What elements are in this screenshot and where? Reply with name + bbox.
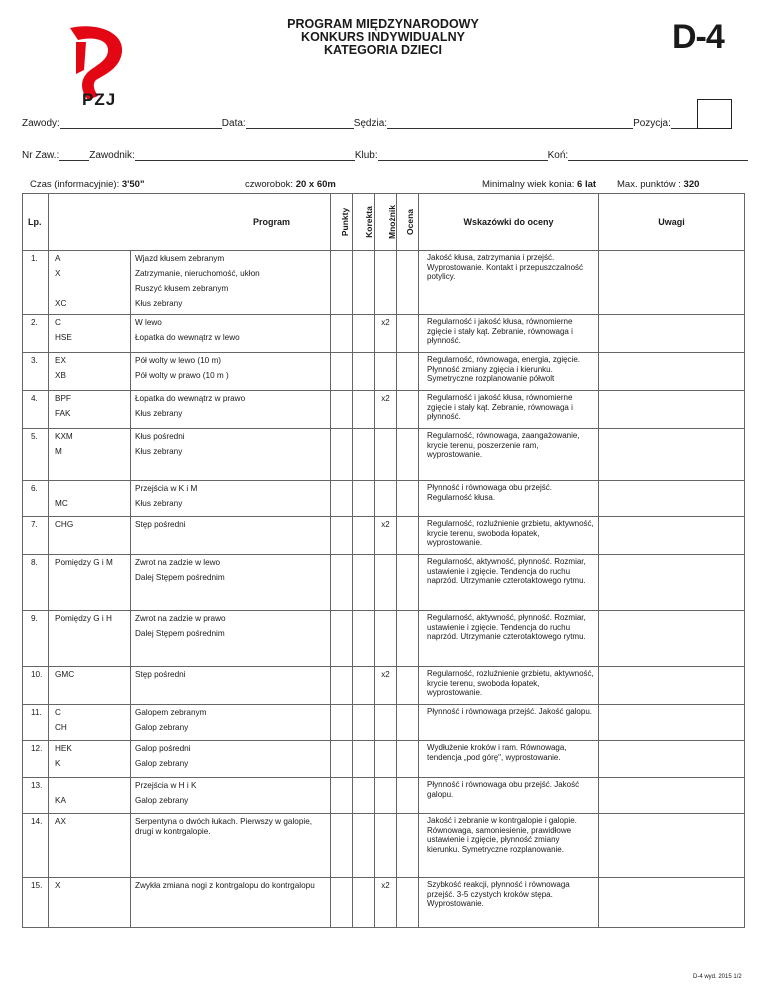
row-moves: [49, 391, 131, 429]
move-letter: XB: [55, 371, 66, 380]
score-ocena[interactable]: [397, 611, 419, 667]
row-remarks[interactable]: [599, 517, 745, 555]
score-punkty[interactable]: [331, 741, 353, 778]
form-row-1: [22, 118, 707, 129]
move-letter: M: [55, 447, 62, 456]
arena-info: [245, 179, 336, 190]
kon-label: Koń:: [547, 150, 569, 161]
czas-label: Czas (informacyjnie):: [30, 179, 120, 190]
program-text: Kłus zebrany: [135, 409, 183, 418]
row-moves: [49, 481, 131, 517]
program-text: Wjazd kłusem zebranym: [135, 254, 225, 263]
table-row: [23, 878, 745, 928]
sedzia-field[interactable]: [387, 118, 633, 129]
score-mnoznik: [375, 251, 397, 315]
header-punkty: Punkty: [331, 194, 353, 251]
row-moves: [49, 741, 131, 778]
row-remarks[interactable]: [599, 315, 745, 353]
move-letter: CH: [55, 723, 67, 732]
row-number: 12.: [23, 741, 49, 778]
czworobok-label: czworobok:: [245, 179, 294, 190]
score-mnoznik: [375, 429, 397, 481]
score-punkty[interactable]: [331, 353, 353, 391]
header-ocena: Ocena: [397, 194, 419, 251]
row-hint: Regularność i jakość kłusa, równomierne zgięcie i stały kąt. Zebranie, równowaga i płynność.: [419, 315, 599, 353]
score-punkty[interactable]: [331, 611, 353, 667]
row-number: 2.: [23, 315, 49, 353]
score-ocena[interactable]: [397, 814, 419, 878]
score-punkty[interactable]: [331, 429, 353, 481]
row-program: [131, 251, 331, 315]
score-ocena[interactable]: [397, 705, 419, 741]
score-ocena[interactable]: [397, 429, 419, 481]
move-letter: Pomiędzy G i H: [55, 614, 112, 623]
kon-field[interactable]: [568, 150, 748, 161]
row-program: [131, 429, 331, 481]
program-text: Kłus zebrany: [135, 447, 183, 456]
title-line: KATEGORIA DZIECI: [323, 43, 443, 57]
title-line: KONKURS INDYWIDUALNY: [301, 30, 465, 44]
program-text: Ruszyć kłusem zebranym: [135, 284, 229, 293]
row-hint: Płynność i równowaga przejść. Jakość galopu.: [419, 705, 599, 741]
pozycja-label: Pozycja:: [633, 118, 671, 129]
row-remarks[interactable]: [599, 878, 745, 928]
age-info: [482, 179, 596, 190]
row-program: [131, 391, 331, 429]
program-text: Kłus pośredni: [135, 432, 185, 441]
row-program: [131, 814, 331, 878]
klub-field[interactable]: [378, 150, 548, 161]
table-row: [23, 814, 745, 878]
row-number: 13.: [23, 778, 49, 814]
score-ocena[interactable]: [397, 481, 419, 517]
move-letter: BPF: [55, 394, 71, 403]
row-moves: [49, 517, 131, 555]
zawodnik-field[interactable]: [135, 150, 355, 161]
row-program: [131, 741, 331, 778]
move-letter: X: [55, 881, 61, 890]
move-letter: KA: [55, 796, 66, 805]
move-letter: [55, 781, 130, 796]
score-ocena[interactable]: [397, 517, 419, 555]
score-table: [22, 193, 745, 928]
program-text: Serpentyna o dwóch łukach. Pierwszy w galopie, drugi w kontrgalopie.: [135, 817, 313, 836]
row-program: [131, 517, 331, 555]
score-korekta[interactable]: [353, 481, 375, 517]
table-row: [23, 705, 745, 741]
row-hint: Jakość kłusa, zatrzymania i przejść. Wyprostowanie. Kontakt i przepuszczalność potylicy.: [419, 251, 599, 315]
row-moves: [49, 667, 131, 705]
score-ocena[interactable]: [397, 315, 419, 353]
move-letter: Pomiędzy G i M: [55, 558, 113, 567]
row-program: [131, 878, 331, 928]
score-punkty[interactable]: [331, 778, 353, 814]
program-text: Galopem zebranym: [135, 708, 207, 717]
data-field[interactable]: [246, 118, 354, 129]
row-program: [131, 353, 331, 391]
score-punkty[interactable]: [331, 391, 353, 429]
move-letter: EX: [55, 356, 66, 365]
move-letter: [55, 484, 130, 499]
score-korekta[interactable]: [353, 878, 375, 928]
score-korekta[interactable]: [353, 778, 375, 814]
program-text: Pół wolty w prawo (10 m ): [135, 371, 229, 380]
row-number: 10.: [23, 667, 49, 705]
move-letter: FAK: [55, 409, 71, 418]
row-hint: Regularność, aktywność, płynność. Rozmiar, ustawienie i zgięcie. Tendencja do ruchu naprzód. Utrzymanie czterotaktowego rytmu.: [419, 611, 599, 667]
row-remarks[interactable]: [599, 481, 745, 517]
score-korekta[interactable]: [353, 251, 375, 315]
score-korekta[interactable]: [353, 814, 375, 878]
move-letter: X: [55, 269, 61, 278]
table-header: [23, 194, 745, 251]
zawodnik-label: Zawodnik:: [89, 150, 135, 161]
score-korekta[interactable]: [353, 517, 375, 555]
row-remarks[interactable]: [599, 251, 745, 315]
footer-note: D-4 wyd. 2015 1/2: [693, 974, 742, 980]
zawody-label: Zawody:: [22, 118, 60, 129]
program-text: Zwrot na zadzie w lewo: [135, 558, 221, 567]
max-info: [617, 179, 699, 190]
program-text: Dalej Stępem pośrednim: [135, 629, 225, 638]
form-row-2: [22, 150, 748, 161]
row-number: 14.: [23, 814, 49, 878]
row-moves: [49, 878, 131, 928]
table-row: [23, 778, 745, 814]
program-text: Stęp pośredni: [135, 520, 186, 529]
row-program: [131, 667, 331, 705]
row-remarks[interactable]: [599, 741, 745, 778]
table-row: [23, 315, 745, 353]
score-mnoznik: [375, 555, 397, 611]
nr-zaw-field[interactable]: [59, 150, 89, 161]
move-letter: XC: [55, 299, 67, 308]
score-korekta[interactable]: [353, 555, 375, 611]
program-text: Łopatka do wewnątrz w prawo: [135, 394, 246, 403]
czas-value: 3'50": [121, 179, 145, 190]
zawody-field[interactable]: [60, 118, 222, 129]
row-moves: [49, 315, 131, 353]
program-text: Zwykła zmiana nogi z kontrgalopu do kontrgalopu: [135, 881, 315, 890]
program-text: Przejścia w K i M: [135, 484, 198, 493]
program-text: Pół wolty w lewo (10 m): [135, 356, 221, 365]
max-value: 320: [683, 179, 700, 190]
row-number: 15.: [23, 878, 49, 928]
header-program: Program: [49, 194, 331, 251]
document-title: [258, 18, 508, 57]
table-row: [23, 555, 745, 611]
move-letter: K: [55, 759, 61, 768]
test-code: D-4: [672, 18, 724, 56]
row-hint: Regularność, rozluźnienie grzbietu, aktywność, krycie terenu, swoboda łopatek, wyprostowanie.: [419, 667, 599, 705]
move-letter: KXM: [55, 432, 73, 441]
data-label: Data:: [221, 118, 246, 129]
score-mnoznik: [375, 705, 397, 741]
row-number: 6.: [23, 481, 49, 517]
program-text: Zwrot na zadzie w prawo: [135, 614, 226, 623]
table-row: [23, 741, 745, 778]
table-row: [23, 391, 745, 429]
move-letter: MC: [55, 499, 68, 508]
score-punkty[interactable]: [331, 878, 353, 928]
program-text: Łopatka do wewnątrz w lewo: [135, 333, 240, 342]
table-row: [23, 353, 745, 391]
row-number: 8.: [23, 555, 49, 611]
program-text: Galop zebrany: [135, 723, 189, 732]
row-hint: Regularność, równowaga, energia, zgięcie. Płynność zmiany zgięcia i kierunku. Symetryczne rozplanowanie półwolt: [419, 353, 599, 391]
score-mnoznik: x2: [375, 315, 397, 353]
score-korekta[interactable]: [353, 429, 375, 481]
move-letter: A: [55, 254, 61, 263]
score-punkty[interactable]: [331, 705, 353, 741]
row-remarks[interactable]: [599, 778, 745, 814]
program-text: Galop zebrany: [135, 796, 189, 805]
score-ocena[interactable]: [397, 353, 419, 391]
row-number: 7.: [23, 517, 49, 555]
table-row: [23, 517, 745, 555]
score-punkty[interactable]: [331, 315, 353, 353]
table-row: [23, 429, 745, 481]
score-punkty[interactable]: [331, 814, 353, 878]
move-letter: HEK: [55, 744, 72, 753]
score-ocena[interactable]: [397, 555, 419, 611]
table-row: [23, 667, 745, 705]
row-hint: Płynność i równowaga obu przejść. Jakość galopu.: [419, 778, 599, 814]
row-number: 1.: [23, 251, 49, 315]
score-mnoznik: x2: [375, 391, 397, 429]
row-remarks[interactable]: [599, 353, 745, 391]
move-letter: CHG: [55, 520, 74, 529]
move-letter: AX: [55, 817, 66, 826]
row-remarks[interactable]: [599, 814, 745, 878]
title-line: PROGRAM MIĘDZYNARODOWY: [287, 17, 479, 31]
score-mnoznik: x2: [375, 878, 397, 928]
pzj-logo: [62, 20, 132, 112]
row-program: [131, 705, 331, 741]
table-row: [23, 481, 745, 517]
score-ocena[interactable]: [397, 778, 419, 814]
program-text: Przejścia w H i K: [135, 781, 197, 790]
score-mnoznik: [375, 481, 397, 517]
row-program: [131, 315, 331, 353]
score-ocena[interactable]: [397, 878, 419, 928]
row-number: 9.: [23, 611, 49, 667]
row-program: [131, 555, 331, 611]
move-letter: C: [55, 708, 61, 717]
row-remarks[interactable]: [599, 429, 745, 481]
row-remarks[interactable]: [599, 555, 745, 611]
header-mnoznik: Mnożnik: [375, 194, 397, 251]
score-punkty[interactable]: [331, 481, 353, 517]
move-letter: [55, 284, 130, 299]
row-remarks[interactable]: [599, 667, 745, 705]
row-hint: Regularność, równowaga, zaangażowanie, krycie terenu, poszerzenie ram, wyprostowanie.: [419, 429, 599, 481]
score-ocena[interactable]: [397, 741, 419, 778]
move-letter: C: [55, 318, 61, 327]
score-ocena[interactable]: [397, 667, 419, 705]
czworobok-value: 20 x 60m: [295, 179, 336, 190]
max-label: Max. punktów :: [617, 179, 681, 190]
row-hint: Jakość i zebranie w kontrgalopie i galopie. Równowaga, samoniesienie, prawidłowe ustawienie i zgięcie, płynność zmiany kierunku. Symetryczne rozplanowanie.: [419, 814, 599, 878]
program-text: Kłus zebrany: [135, 299, 183, 308]
row-number: 4.: [23, 391, 49, 429]
row-number: 3.: [23, 353, 49, 391]
score-korekta[interactable]: [353, 705, 375, 741]
row-moves: [49, 251, 131, 315]
row-hint: Regularność i jakość kłusa, równomierne zgięcie i stały kąt. Zebranie, równowaga i płynność.: [419, 391, 599, 429]
table-row: [23, 611, 745, 667]
pozycja-box[interactable]: [697, 99, 732, 129]
move-letter: HSE: [55, 333, 72, 342]
score-korekta[interactable]: [353, 353, 375, 391]
score-ocena[interactable]: [397, 251, 419, 315]
row-remarks[interactable]: [599, 611, 745, 667]
score-punkty[interactable]: [331, 517, 353, 555]
score-mnoznik: x2: [375, 517, 397, 555]
klub-label: Klub:: [354, 150, 378, 161]
header-wskazowki: Wskazówki do oceny: [419, 194, 599, 251]
row-program: [131, 481, 331, 517]
row-program: [131, 611, 331, 667]
score-korekta[interactable]: [353, 611, 375, 667]
program-text: W lewo: [135, 318, 162, 327]
row-number: 5.: [23, 429, 49, 481]
table-row: [23, 251, 745, 315]
row-hint: Wydłużenie kroków i ram. Równowaga, tendencja „pod górę", wyprostowanie.: [419, 741, 599, 778]
program-text: Galop zebrany: [135, 759, 189, 768]
row-moves: [49, 429, 131, 481]
score-punkty[interactable]: [331, 251, 353, 315]
program-text: Kłus zebrany: [135, 499, 183, 508]
nr-zaw-label: Nr Zaw.:: [22, 150, 60, 161]
row-number: 11.: [23, 705, 49, 741]
row-program: [131, 778, 331, 814]
score-mnoznik: [375, 741, 397, 778]
program-text: Dalej Stępem pośrednim: [135, 573, 225, 582]
header-uwagi: Uwagi: [599, 194, 745, 251]
header-korekta: Korekta: [353, 194, 375, 251]
score-mnoznik: [375, 353, 397, 391]
move-letter: GMC: [55, 670, 75, 679]
program-text: Zatrzymanie, nieruchomość, ukłon: [135, 269, 260, 278]
score-ocena[interactable]: [397, 391, 419, 429]
score-korekta[interactable]: [353, 391, 375, 429]
row-remarks[interactable]: [599, 705, 745, 741]
score-punkty[interactable]: [331, 667, 353, 705]
score-korekta[interactable]: [353, 667, 375, 705]
wiek-label: Minimalny wiek konia:: [482, 179, 575, 190]
row-moves: [49, 555, 131, 611]
row-moves: [49, 611, 131, 667]
row-moves: [49, 353, 131, 391]
row-hint: Regularność, rozluźnienie grzbietu, aktywność, krycie terenu, swoboda łopatek, wyprostowanie.: [419, 517, 599, 555]
score-mnoznik: [375, 778, 397, 814]
program-text: Galop pośredni: [135, 744, 191, 753]
score-mnoznik: [375, 814, 397, 878]
sedzia-label: Sędzia:: [353, 118, 388, 129]
row-hint: Szybkość reakcji, płynność i równowaga przejść. 3-5 czystych kroków stępa. Wyprostowanie.: [419, 878, 599, 928]
row-moves: [49, 814, 131, 878]
header-lp: Lp.: [23, 194, 49, 251]
program-text: Stęp pośredni: [135, 670, 186, 679]
score-mnoznik: x2: [375, 667, 397, 705]
row-moves: [49, 705, 131, 741]
score-korekta[interactable]: [353, 741, 375, 778]
row-hint: Regularność, aktywność, płynność. Rozmiar, ustawienie i zgięcie. Tendencja do ruchu naprzód. Utrzymanie czterotaktowego rytmu.: [419, 555, 599, 611]
row-remarks[interactable]: [599, 391, 745, 429]
score-mnoznik: [375, 611, 397, 667]
logo-text: PZJ: [82, 90, 117, 109]
row-hint: Płynność i równowaga obu przejść. Regularność kłusa.: [419, 481, 599, 517]
row-moves: [49, 778, 131, 814]
score-korekta[interactable]: [353, 315, 375, 353]
time-info: [30, 179, 144, 190]
wiek-value: 6 lat: [577, 179, 597, 190]
score-punkty[interactable]: [331, 555, 353, 611]
